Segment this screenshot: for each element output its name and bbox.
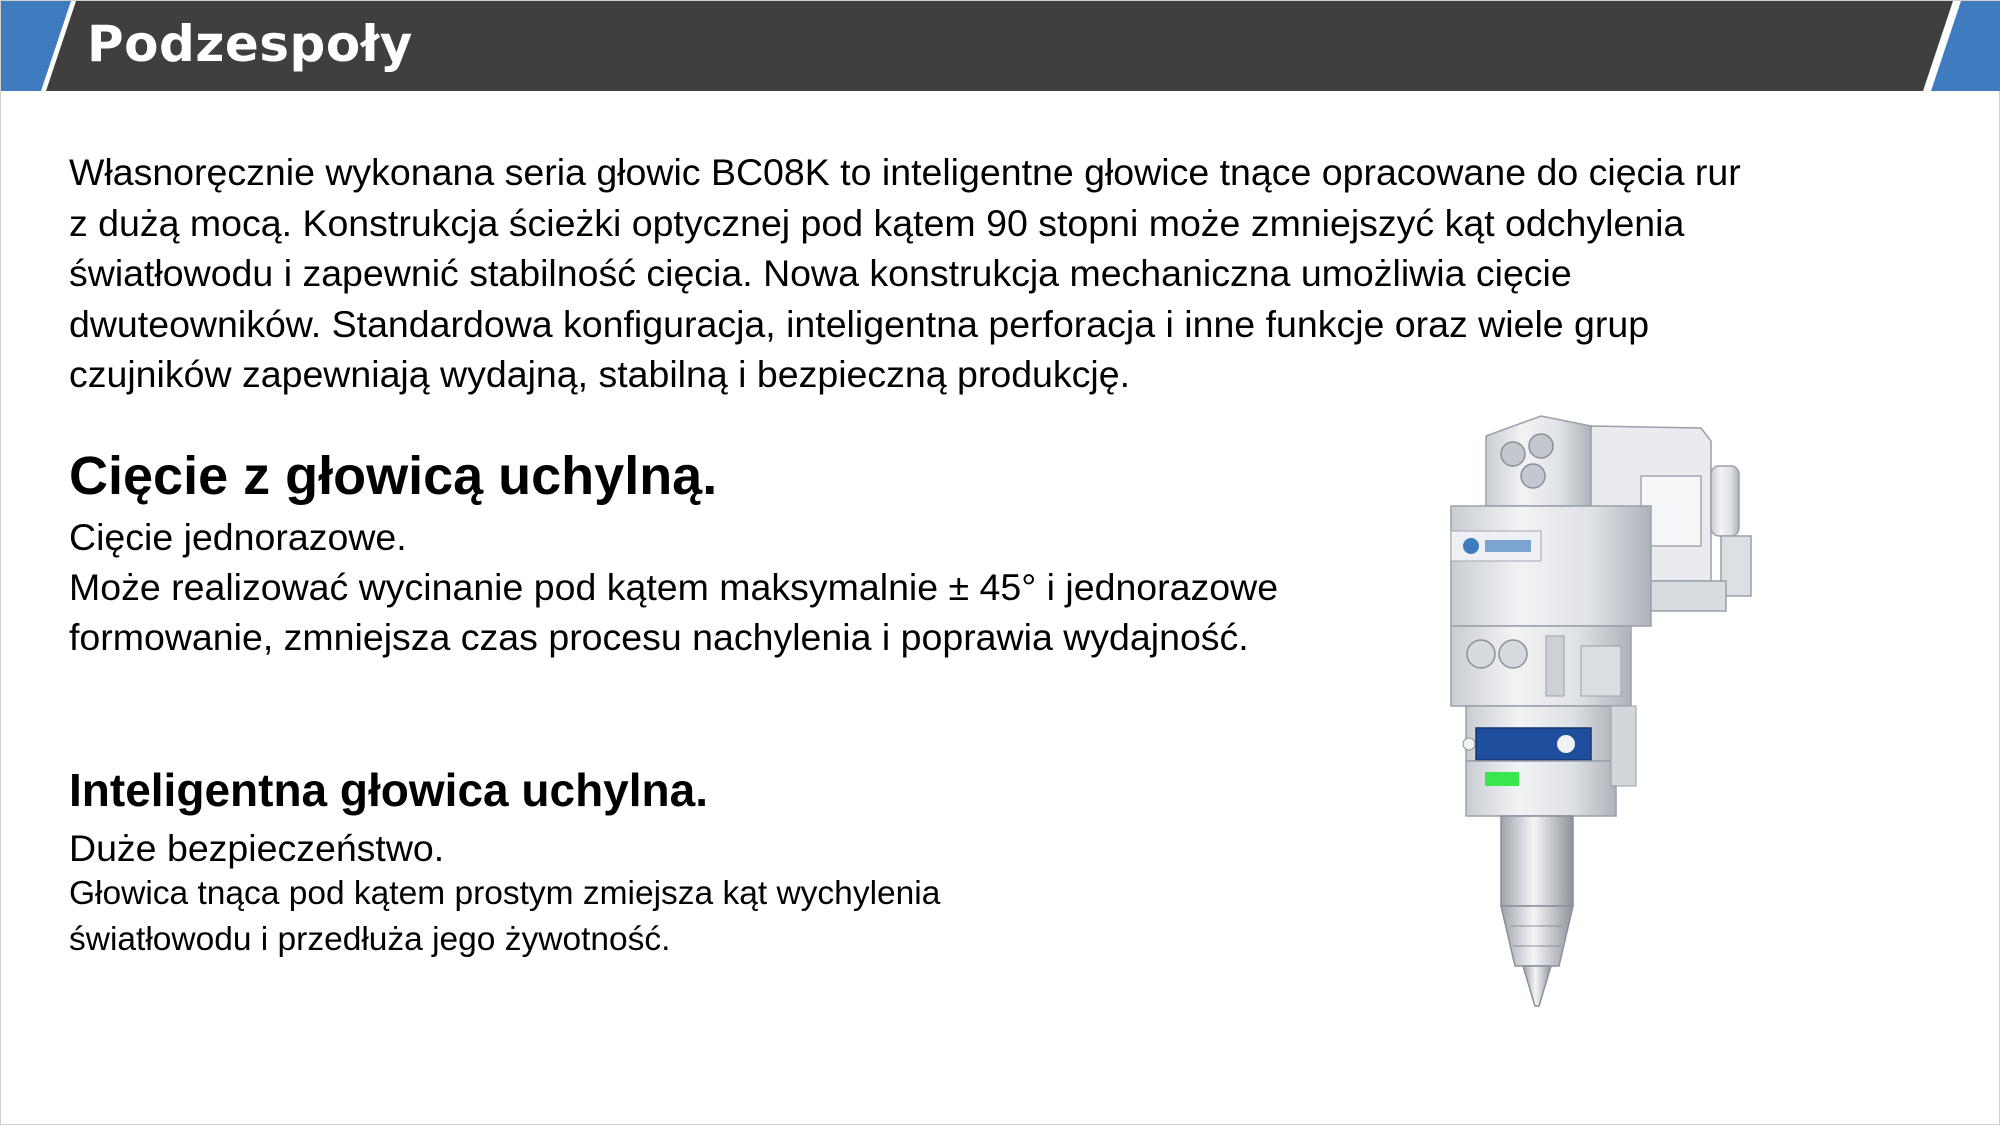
section2-heading: Inteligentna głowica uchylna. <box>69 764 708 816</box>
section1-heading: Cięcie z głowicą uchylną. <box>69 446 718 506</box>
header-bar <box>1 1 2000 91</box>
laser-cutting-head-image <box>1441 406 1771 1016</box>
page-title: Podzespoły <box>87 15 413 73</box>
intro-line: światłowodu i zapewnić stabilność cięcia. Nowa konstrukcja mechaniczna umożliwia cięcie <box>69 252 1572 294</box>
section2-line: Głowica tnąca pod kątem prostym zmiejsza kąt wychylenia <box>69 875 941 912</box>
section2-subtitle: Duże bezpieczeństwo. <box>69 827 445 869</box>
section1-subtitle: Cięcie jednorazowe. <box>69 516 407 558</box>
intro-line: czujników zapewniają wydajną, stabilną i bezpieczną produkcję. <box>69 353 1131 395</box>
intro-paragraph <box>69 147 1949 400</box>
intro-line: Własnoręcznie wykonana seria głowic BC08K to inteligentne głowice tnące opracowane do cięcia rur <box>69 151 1741 193</box>
section1-line: formowanie, zmniejsza czas procesu nachylenia i poprawia wydajność. <box>69 616 1249 658</box>
section2-line: światłowodu i przedłuża jego żywotność. <box>69 921 671 958</box>
section1-line: Może realizować wycinanie pod kątem maksymalnie ± 45° i jednorazowe <box>69 566 1279 608</box>
intro-line: dwuteowników. Standardowa konfiguracja, inteligentna perforacja i inne funkcje oraz wiele grup <box>69 302 1650 345</box>
intro-line: z dużą mocą. Konstrukcja ścieżki optycznej pod kątem 90 stopni może zmniejszyć kąt odchylenia <box>69 201 1685 244</box>
